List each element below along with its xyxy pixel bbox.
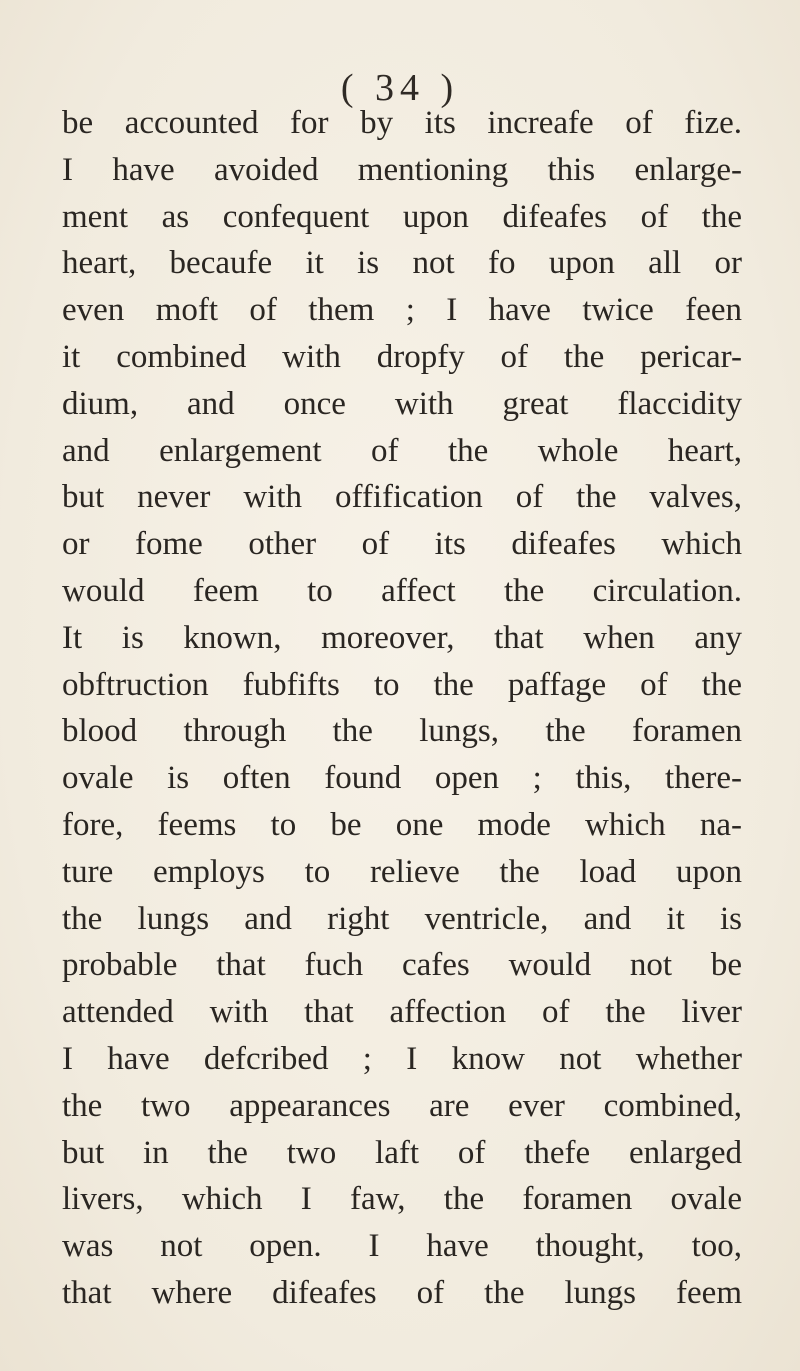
text-line: I have avoided mentioning this enlarge- [62, 151, 742, 188]
text-line: heart, becaufe it is not fo upon all or [62, 245, 742, 282]
text-line: it combined with dropfy of the pericar- [62, 338, 742, 375]
text-line: fore, feems to be one mode which na- [62, 806, 742, 843]
body-text [62, 100, 742, 1317]
text-line: ovale is often found open ; this, there- [62, 760, 742, 797]
text-line: and enlargement of the whole heart, [62, 432, 742, 469]
text-line: be accounted for by its increafe of fize. [62, 105, 742, 141]
text-line: probable that fuch cafes would not be [62, 947, 742, 984]
text-line: dium, and once with great flaccidity [62, 385, 742, 422]
text-line: It is known, moreover, that when any [62, 619, 742, 656]
text-line: the lungs and right ventricle, and it is [62, 900, 742, 937]
text-line: was not open. I have thought, too, [62, 1228, 742, 1265]
text-line: attended with that affection of the liver [62, 994, 742, 1031]
text-line: I have defcribed ; I know not whether [62, 1040, 742, 1077]
text-line: ment as confequent upon difeafes of the [62, 198, 742, 235]
text-line: ture employs to relieve the load upon [62, 853, 742, 890]
page-number: ( 34 ) [340, 67, 460, 109]
text-line: obftruction fubfifts to the paffage of the [62, 666, 742, 703]
text-line: or fome other of its difeafes which [62, 526, 742, 563]
text-line: but never with offification of the valves, [62, 479, 742, 516]
text-line: that where difeafes of the lungs feem [62, 1274, 742, 1311]
text-line: the two appearances are ever combined, [62, 1087, 742, 1124]
text-line: blood through the lungs, the foramen [62, 713, 742, 750]
text-line: would feem to affect the circulation. [62, 572, 742, 609]
text-line: even moft of them ; I have twice feen [62, 292, 742, 329]
text-line: livers, which I faw, the foramen ovale [62, 1181, 742, 1218]
text-line: but in the two laft of thefe enlarged [62, 1134, 742, 1171]
